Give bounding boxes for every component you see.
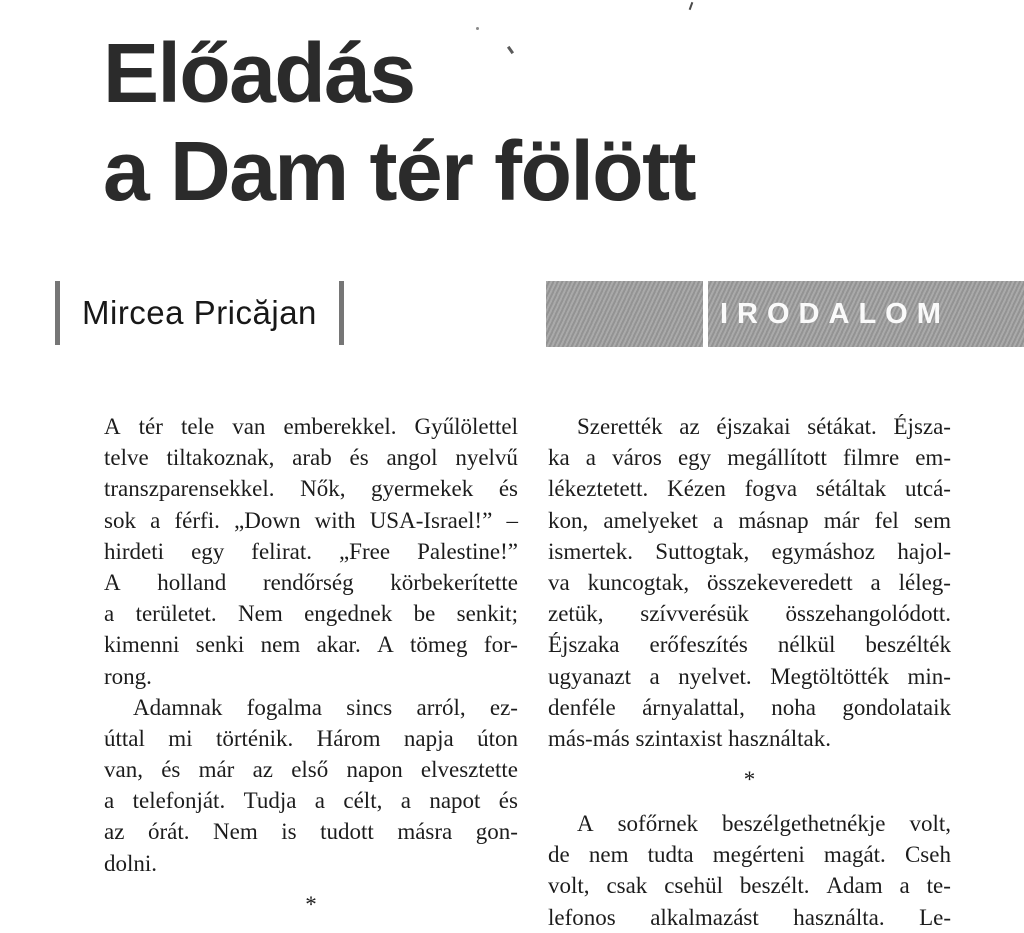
- author-rule-left: [55, 281, 60, 345]
- text-line: sok a férfi. „Down with USA-Israel!” –: [104, 507, 518, 533]
- text-line: kimenni senki nem akar. A tömeg for-: [104, 632, 518, 658]
- author-rule-right: [339, 281, 344, 345]
- scan-artifact: [476, 27, 479, 30]
- text-line: ismertek. Suttogtak, egymáshoz hajol-: [548, 538, 951, 564]
- right-column: [548, 411, 951, 933]
- text-line: volt, csak csehül beszélt. Adam a te-: [548, 873, 951, 899]
- text-line: dolni.: [104, 850, 158, 876]
- text-line: Éjszaka erőfeszítés nélkül beszélték: [548, 632, 951, 658]
- author-block: [55, 281, 344, 345]
- text-line: A sofőrnek beszélgethetnékje volt,: [577, 811, 951, 837]
- text-line: rong.: [104, 663, 152, 689]
- text-line: az órát. Nem is tudott másra gon-: [104, 819, 518, 845]
- text-line: transzparensekkel. Nők, gyermekek és: [104, 476, 518, 502]
- text-line: A holland rendőrség körbekerítette: [104, 569, 518, 595]
- article-title: [103, 24, 695, 220]
- article-title-line-2: a Dam tér fölött: [103, 124, 696, 218]
- text-line: kon, amelyeket a másnap már fel sem: [548, 507, 951, 533]
- text-line: lékeztetett. Kézen fogva sétáltak utcá-: [548, 476, 951, 502]
- section-break-asterisk: *: [305, 891, 317, 917]
- scan-artifact: [689, 2, 694, 10]
- text-line: a telefonját. Tudja a célt, a napot és: [104, 788, 518, 814]
- section-label: IRODALOM: [720, 297, 950, 330]
- text-line: Adamnak fogalma sincs arról, ez-: [133, 694, 518, 720]
- text-line: de nem tudta megérteni magát. Cseh: [548, 842, 951, 868]
- author-name: Mircea Pricăjan: [82, 294, 317, 331]
- text-line: Szerették az éjszakai sétákat. Éjsza-: [577, 414, 951, 439]
- text-line: telve tiltakoznak, arab és angol nyelvű: [104, 445, 518, 471]
- section-banner-block: [546, 281, 703, 347]
- section-banner: [546, 281, 1024, 347]
- text-line: A tér tele van emberekkel. Gyűlölettel: [104, 414, 518, 439]
- text-line: lefonos alkalmazást használta. Le-: [548, 904, 951, 930]
- text-line: zetük, szívverésük összehangolódott.: [548, 601, 951, 627]
- text-line: ugyanazt a nyelvet. Megtöltötték min-: [548, 663, 951, 689]
- text-line: úttal mi történik. Három napja úton: [104, 725, 518, 751]
- section-banner-label-block: [708, 281, 1024, 347]
- text-line: denféle árnyalattal, noha gondolataik: [548, 694, 951, 720]
- text-line: hirdeti egy felirat. „Free Palestine!”: [104, 538, 518, 564]
- text-line: van, és már az első napon elvesztette: [104, 757, 518, 783]
- text-line: a területet. Nem engednek be senkit;: [104, 601, 518, 627]
- text-line: va kuncogtak, összekeveredett a léleg-: [548, 569, 951, 595]
- left-column: [104, 411, 518, 933]
- text-line: más-más szintaxist használtak.: [548, 725, 831, 751]
- section-break-asterisk: *: [743, 767, 756, 793]
- article-title-line-1: Előadás: [103, 26, 415, 120]
- text-line: ka a város egy megállított filmre em-: [548, 445, 951, 471]
